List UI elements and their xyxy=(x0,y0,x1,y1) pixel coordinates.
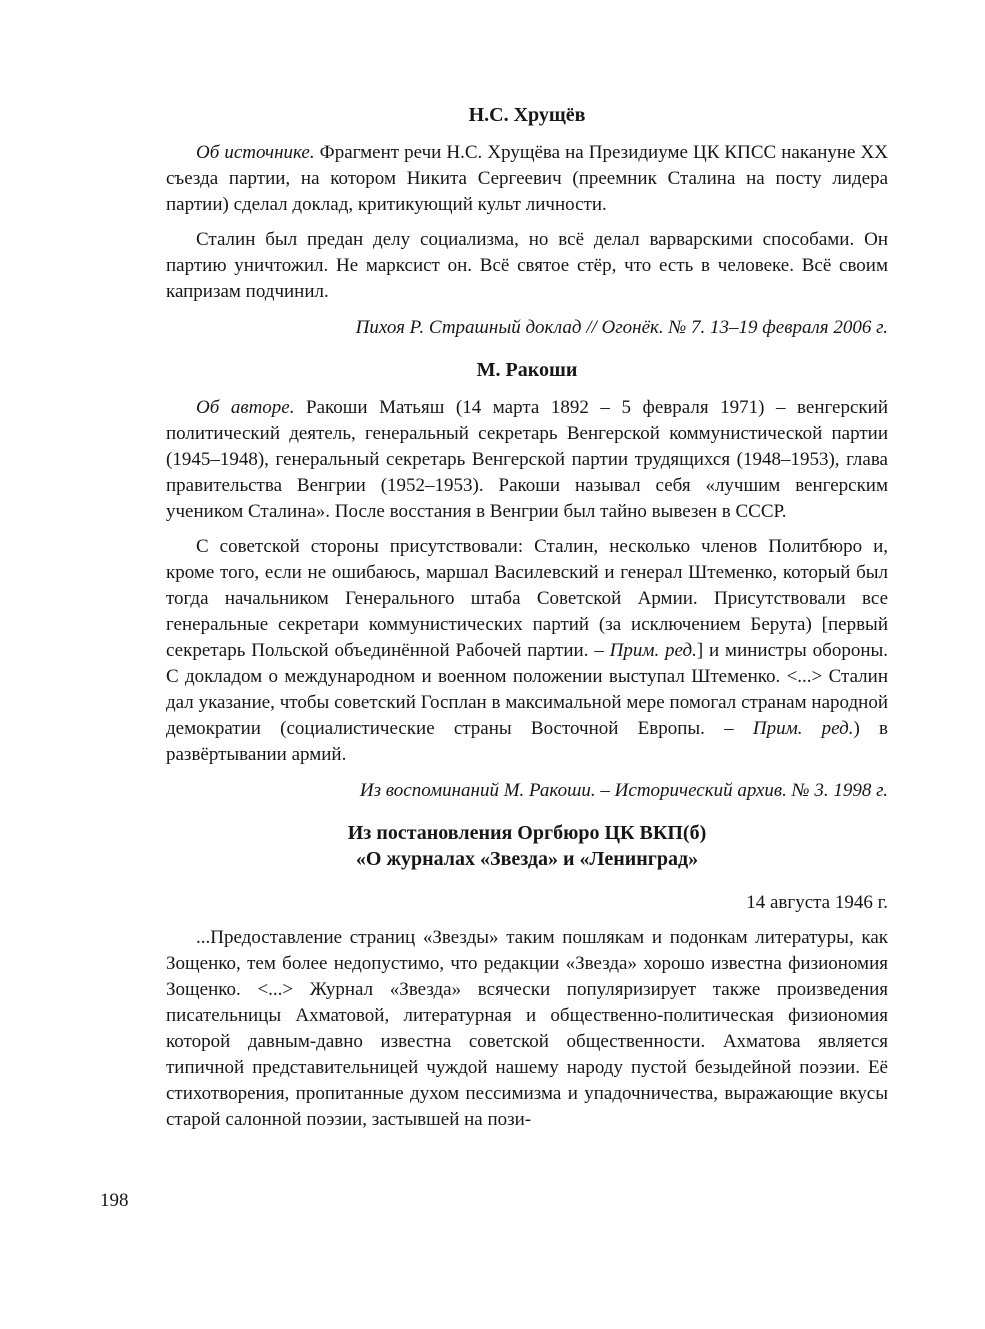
memoir-editor-note-1: Прим. ред. xyxy=(609,640,697,661)
author-note-lead: Об авторе. xyxy=(196,397,295,418)
khrushchev-citation: Пихоя Р. Страшный доклад // Огонёк. № 7. 13–19 февраля 2006 г. xyxy=(355,317,888,338)
heading-khrushchev: Н.С. Хрущёв xyxy=(468,104,586,126)
memoir-text-3: ) в развёртывании армий. xyxy=(166,718,888,765)
resolution-heading-line1: Из постановления Оргбюро ЦК ВКП(б) xyxy=(347,822,707,844)
rakosi-citation: Из воспоминаний М. Ракоши. – Исторический архив. № 3. 1998 г. xyxy=(359,780,888,801)
heading-rakosi: М. Ракоши xyxy=(476,359,578,381)
resolution-date: 14 августа 1946 г. xyxy=(746,892,888,913)
resolution-body: ...Предоставление страниц «Звезды» таким пошлякам и подонкам литературы, как Зощенко, тем более недопустимо, что редакции «Звезда» хорошо известна физиономия Зощенко. <...> Журнал «Звезда» всячески популяризирует также произведения писательницы Ахматовой, литературная и общественно-политическая физиономия которой давным-давно известна советской общественности. Ахматова является типичной представительницей чуждой нашему народу пустой безыдейной поэзии. Её стихотворения, пропитанные духом пессимизма и упадочничества, выражающие вкусы старой салонной поэзии, застывшей на пози- xyxy=(166,927,888,1130)
source-note-text: Фрагмент речи Н.С. Хрущёва на Президиуме ЦК КПСС накануне XX съезда партии, на котором Никита Сергеевич (преемник Сталина на посту лидера партии) сделал доклад, критикующий культ личности. xyxy=(166,142,888,215)
memoir-editor-note-2: Прим. ред. xyxy=(752,718,854,739)
rakosi-author-note xyxy=(166,395,888,525)
khrushchev-source-note xyxy=(166,140,888,218)
page-number: 198 xyxy=(100,1190,129,1211)
heading-resolution xyxy=(166,820,888,872)
rakosi-memoir xyxy=(166,534,888,768)
khrushchev-quote: Сталин был предан делу социализма, но всё делал варварскими способами. Он партию уничтожил. Не марксист он. Всё святое стёр, что есть в человеке. Всё своим капризам подчинил. xyxy=(166,229,888,302)
resolution-heading-line2: «О журналах «Звезда» и «Ленинград» xyxy=(355,848,699,870)
page-content xyxy=(166,102,888,1142)
memoir-text-1: С советской стороны присутствовали: Сталин, несколько членов Политбюро и, кроме того, если не ошибаюсь, маршал Василевский и генерал Штеменко, который был тогда начальником Генерального штаба Советской Армии. Присутствовали все генеральные секретари коммунистических партий (за исключением Берута) [первый секретарь Польской объединённой Рабочей партии. – xyxy=(166,536,888,661)
source-note-lead: Об источнике. xyxy=(196,142,315,163)
memoir-text-2: ] и министры обороны. С докладом о международном и военном положении выступал Штеменко. <...> Сталин дал указание, чтобы советский Госплан в максимальной мере помогал странам народной демократии (социалистические страны Восточной Европы. – xyxy=(166,640,889,739)
author-note-text: Ракоши Матьяш (14 марта 1892 – 5 февраля 1971) – венгерский политический деятель, генеральный секретарь Венгерской коммунистической партии (1945–1948), генеральный секретарь Венгерской партии трудящихся (1948–1953), глава правительства Венгрии (1952–1953). Ракоши называл себя «лучшим венгерским учеником Сталина». После восстания в Венгрии был тайно вывезен в СССР. xyxy=(166,397,888,522)
